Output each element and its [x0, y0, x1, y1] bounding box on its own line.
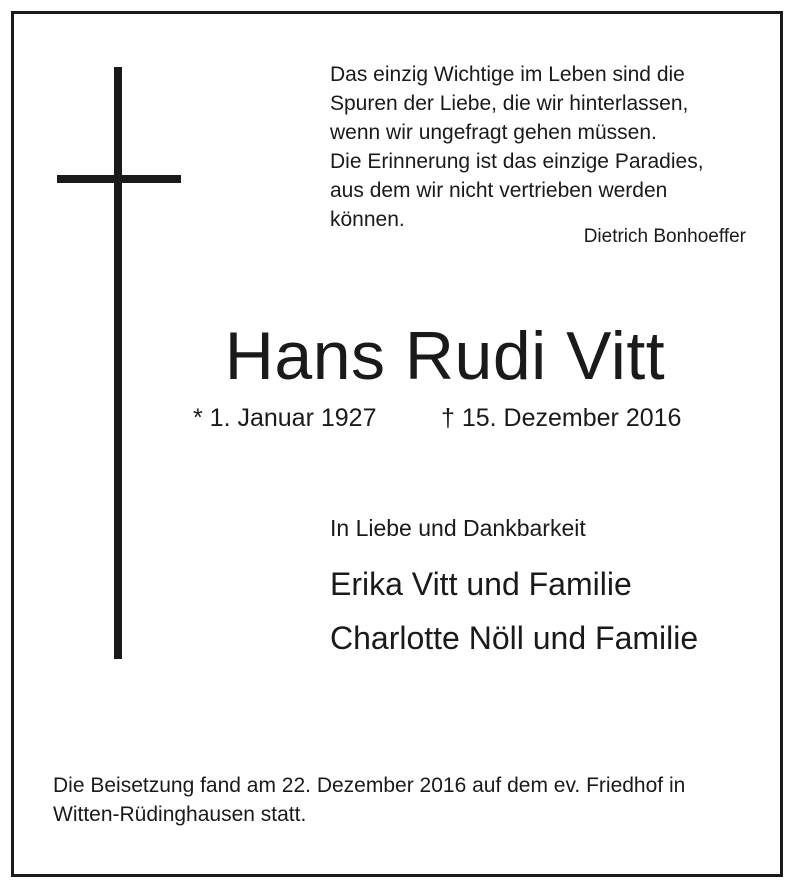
quote-line: Das einzig Wichtige im Leben sind die — [330, 63, 685, 86]
memorial-quote — [330, 60, 750, 234]
burial-notice — [53, 771, 753, 829]
mourner-family: Charlotte Nöll und Familie — [330, 620, 699, 656]
cross-horizontal-bar — [57, 175, 181, 183]
mourner-family: Erika Vitt und Familie — [330, 566, 632, 602]
death-date: † 15. Dezember 2016 — [441, 404, 682, 432]
quote-line: können. — [330, 208, 405, 231]
quote-author: Dietrich Bonhoeffer — [583, 226, 746, 247]
quote-line: wenn wir ungefragt gehen müssen. — [330, 121, 657, 144]
birth-date: * 1. Januar 1927 — [193, 404, 377, 432]
burial-line: Witten-Rüdinghausen statt. — [53, 803, 307, 826]
dedication-text: In Liebe und Dankbarkeit — [330, 515, 586, 541]
quote-line: Spuren der Liebe, die wir hinterlassen, — [330, 92, 689, 115]
burial-line: Die Beisetzung fand am 22. Dezember 2016 auf dem ev. Friedhof in — [53, 774, 686, 797]
quote-line: Die Erinnerung ist das einzige Paradies, — [330, 150, 704, 173]
quote-line: aus dem wir nicht vertrieben werden — [330, 179, 668, 202]
deceased-name: Hans Rudi Vitt — [224, 318, 666, 394]
